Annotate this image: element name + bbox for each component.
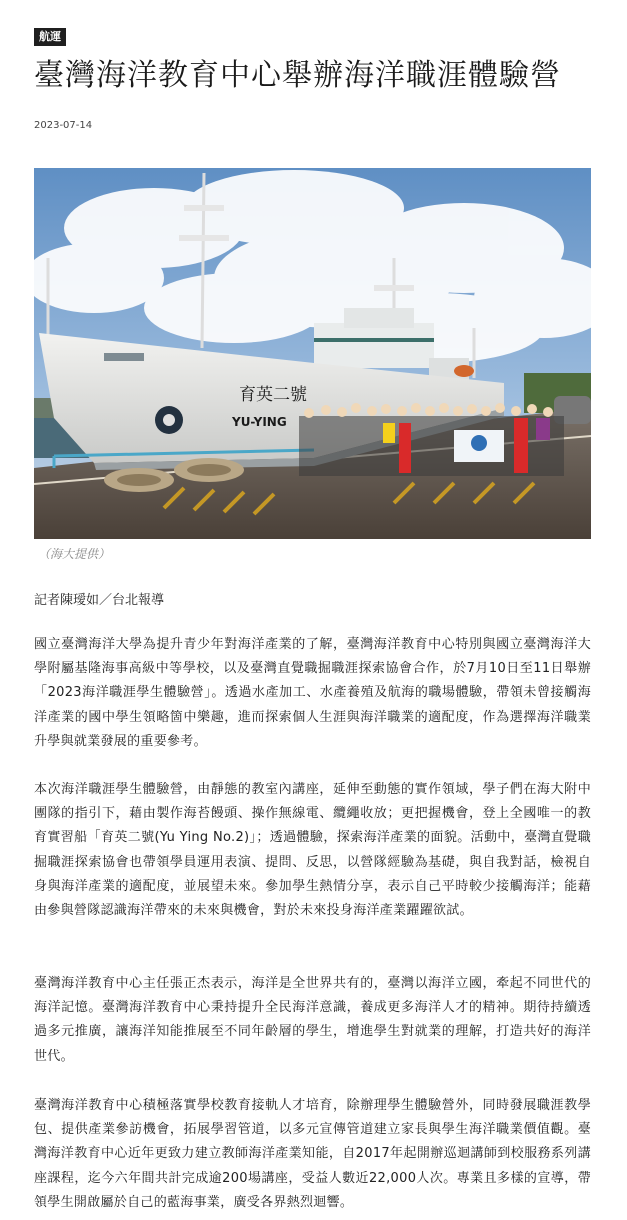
paragraph: 臺灣海洋教育中心積極落實學校教育接軌人才培育，除辦理學生體驗營外，同時發展職涯教學包、提供產業參訪機會，拓展學習管道，以多元宣傳管道建立家長與學生海洋職業價值觀。臺灣海洋教育中心近年更致力建立教師海洋產業知能，自2017年起開辦巡迴講師到校服務系列講座課程，迄今六年間共計完成逾200場講座，受益人數近22,000人次。專業且多樣的宣導，帶領學生開啟屬於自己的藍海事業，廣受各界熱烈迴響。 <box>34 1098 591 1210</box>
category-tag[interactable]: 航運 <box>34 28 66 46</box>
ship-name-cn: 育英二號 <box>239 385 307 405</box>
article-title: 臺灣海洋教育中心舉辦海洋職涯體驗營 <box>34 58 561 93</box>
paragraph: 本次海洋職涯學生體驗營，由靜態的教室內講座，延伸至動態的實作領域，學子們在海大附中團隊的指引下，藉由製作海苔饅頭、操作無線電、纜繩收放；更把握機會，登上全國唯一的教育實習船「育英二號(Yu Ying No.2)」；透過體驗，探索海洋產業的面貌。活動中，臺灣直覺職掘職涯探索協會也帶領學員運用表演、提問、反思，以營隊經驗為基礎，與自我對話，檢視自身與海洋產業的適配度，並展望未來。參加學生熱情分享，表示自己平時較少接觸海洋；能藉由參與營隊認識海洋帶來的未來與機會，對於未來投身海洋產業躍躍欲試。 <box>34 782 591 919</box>
byline: 記者陳璦如／台北報導 <box>34 593 165 608</box>
paragraph: 臺灣海洋教育中心主任張正杰表示，海洋是全世界共有的，臺灣以海洋立國，牽起不同世代的海洋記憶。臺灣海洋教育中心秉持提升全民海洋意識，養成更多海洋人才的精神。期待持續透過多元推廣，讓海洋知能推展至不同年齡層的學生，增進學生對就業的理解，打造共好的海洋世代。 <box>34 976 591 1064</box>
paragraph: 國立臺灣海洋大學為提升青少年對海洋產業的了解，臺灣海洋教育中心特別與國立臺灣海洋大學附屬基隆海事高級中等學校，以及臺灣直覺職掘職涯探索協會合作，於7月10日至11日舉辦「2023海洋職涯學生體驗營」。透過水產加工、水產養殖及航海的職場體驗，帶領未曾接觸海洋產業的國中學生領略箇中樂趣，進而探索個人生涯與海洋職業的適配度，作為選擇海洋職業升學與就業發展的重要參考。 <box>34 637 591 749</box>
article-photo <box>34 168 591 539</box>
publish-date: 2023-07-14 <box>34 120 93 131</box>
ship-name-en: YU-YING <box>232 415 287 429</box>
photo-caption: （海大提供） <box>38 547 111 561</box>
